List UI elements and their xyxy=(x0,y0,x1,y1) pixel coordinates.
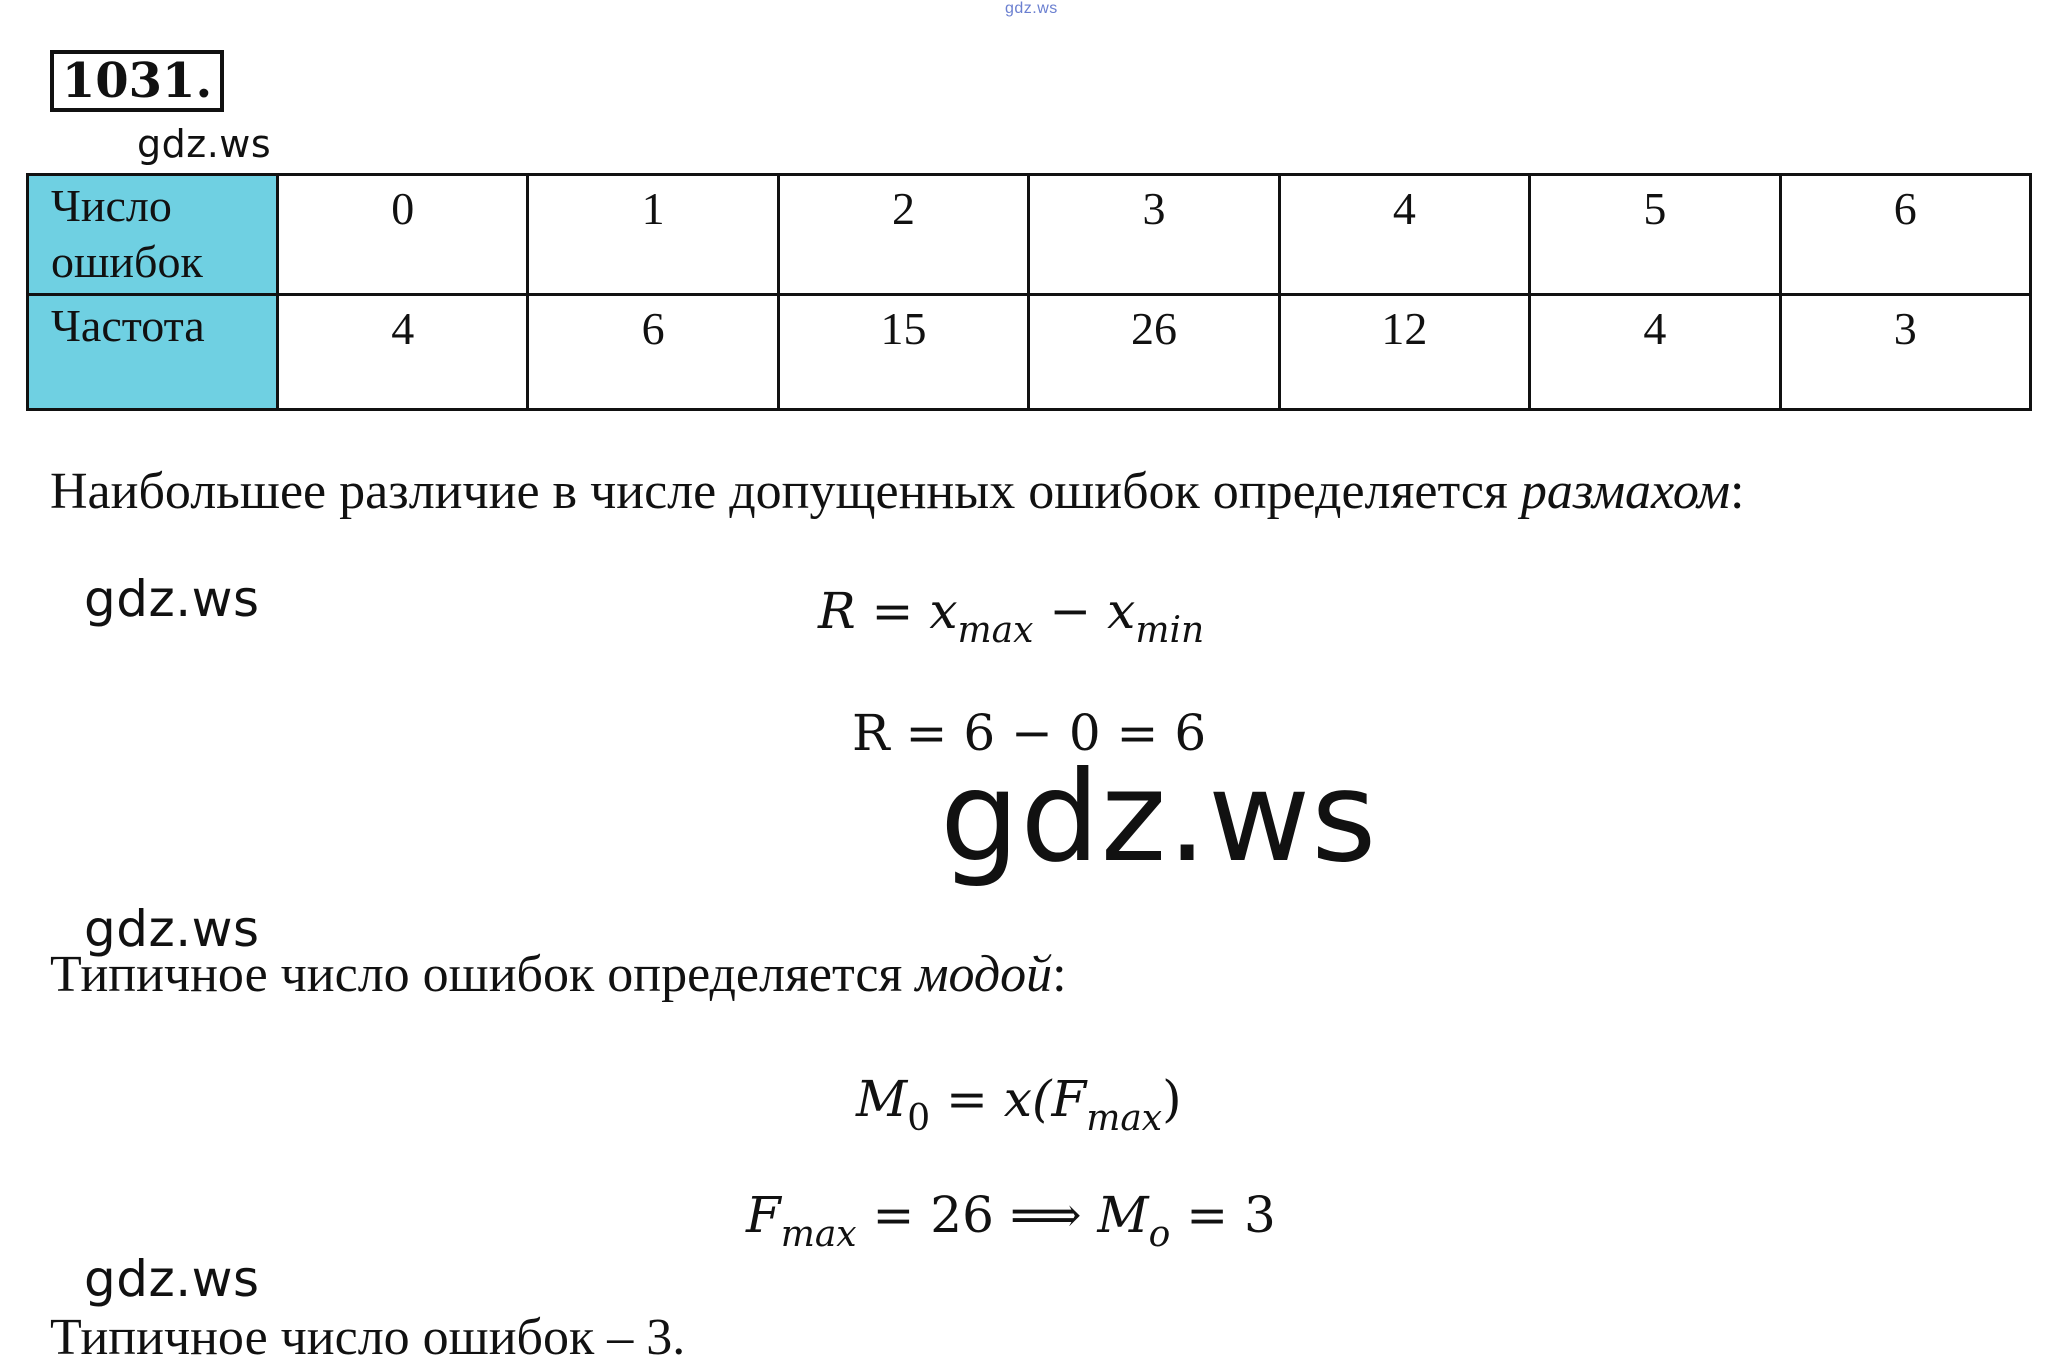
range-term: размахом xyxy=(1520,463,1731,520)
formula-sub-max: max xyxy=(780,1214,857,1255)
formula-r: R xyxy=(818,582,856,640)
watermark-left-3: gdz.ws xyxy=(84,1250,260,1308)
frequency-table xyxy=(26,173,2032,411)
table-row xyxy=(28,295,2031,410)
formula-m: M xyxy=(856,1070,908,1128)
range-sentence-text: Наибольшее различие в числе допущенных ошибок определяется xyxy=(50,463,1521,520)
mode-calculation xyxy=(746,1186,1276,1255)
table-cell: 0 xyxy=(278,175,528,295)
table-cell: 6 xyxy=(528,295,778,410)
table-cell: 12 xyxy=(1279,295,1529,410)
row-header-errors: Число ошибок xyxy=(28,175,278,295)
watermark-under-number: gdz.ws xyxy=(137,122,272,166)
table-cell: 5 xyxy=(1530,175,1780,295)
table-row xyxy=(28,175,2031,295)
formula-sub-min: min xyxy=(1135,610,1205,651)
task-number: 1031. xyxy=(50,50,224,112)
table-cell: 4 xyxy=(1530,295,1780,410)
range-calculation: R = 6 − 0 = 6 xyxy=(852,704,1207,762)
table-cell: 3 xyxy=(1780,295,2030,410)
table-cell: 4 xyxy=(278,295,528,410)
formula-x: x xyxy=(1107,582,1136,640)
watermark-top: gdz.ws xyxy=(1005,0,1058,17)
formula-sub-o: o xyxy=(1148,1214,1171,1255)
watermark-center: gdz.ws xyxy=(940,745,1378,890)
formula-x: x xyxy=(929,582,958,640)
formula-m: M xyxy=(1097,1186,1149,1244)
watermark-left-1: gdz.ws xyxy=(84,570,260,628)
range-formula: $R = x_{max} - x_{min}$ xyxy=(818,582,1205,651)
formula-close-paren: ) xyxy=(1162,1070,1182,1128)
formula-sub-max: max xyxy=(1086,1098,1163,1139)
mode-sentence xyxy=(50,945,1067,1004)
formula-value: = 26 ⟹ xyxy=(872,1186,1098,1244)
table-cell: 15 xyxy=(778,295,1028,410)
table-cell: 3 xyxy=(1029,175,1279,295)
table-cell: 4 xyxy=(1279,175,1529,295)
range-colon: : xyxy=(1730,463,1745,520)
formula-f: F xyxy=(746,1186,781,1244)
formula-result: = 3 xyxy=(1186,1186,1276,1244)
formula-sub-max: max xyxy=(957,610,1034,651)
table-cell: 26 xyxy=(1029,295,1279,410)
mode-colon: : xyxy=(1052,946,1067,1003)
formula-x-f: x(F xyxy=(1003,1070,1087,1128)
row-header-frequency: Частота xyxy=(28,295,278,410)
conclusion: Типичное число ошибок – 3. xyxy=(50,1309,686,1366)
watermark-left-2: gdz.ws xyxy=(84,900,260,958)
table-cell: 2 xyxy=(778,175,1028,295)
mode-formula: $M_0 = x(F_{max})$ xyxy=(856,1070,1182,1139)
range-sentence xyxy=(50,462,1744,521)
mode-sentence-text: Типичное число ошибок определяется xyxy=(50,946,916,1003)
mode-term: модой xyxy=(915,946,1053,1003)
table-cell: 6 xyxy=(1780,175,2030,295)
formula-sub-0: 0 xyxy=(907,1098,931,1139)
table-cell: 1 xyxy=(528,175,778,295)
